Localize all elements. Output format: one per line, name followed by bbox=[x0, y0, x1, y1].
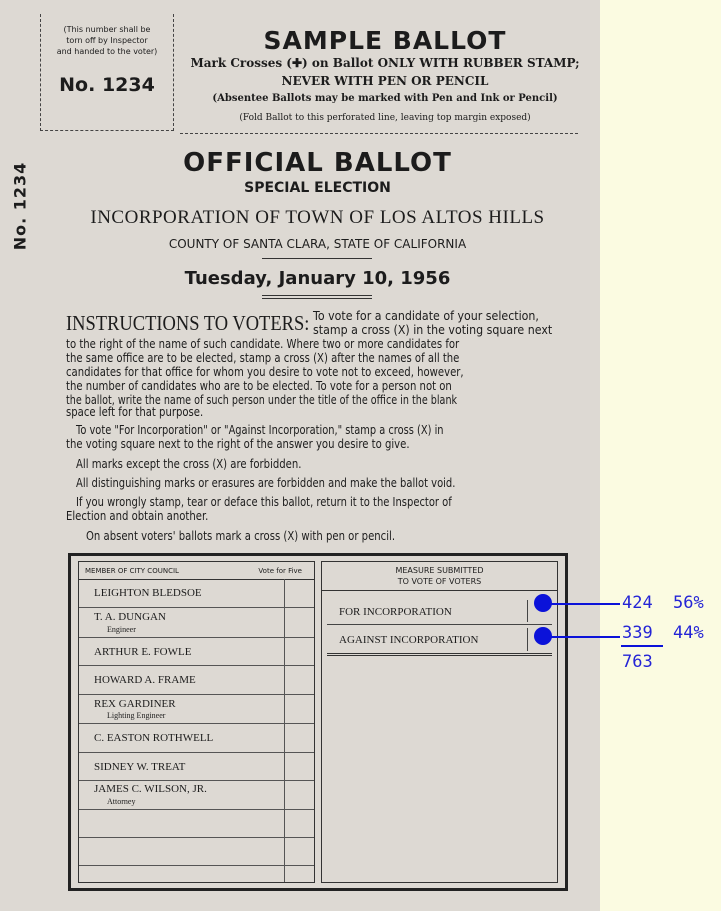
candidate-row bbox=[79, 666, 314, 695]
candidate-name: HOWARD A. FRAME bbox=[94, 674, 196, 686]
vote-square[interactable] bbox=[284, 810, 314, 837]
candidate-row bbox=[79, 695, 314, 724]
vote-for-label: Vote for Five bbox=[258, 567, 302, 575]
instruction-line: All distinguishing marks or erasures are forbidden and make the ballot void. bbox=[76, 476, 456, 490]
vote-square[interactable] bbox=[284, 666, 314, 694]
instruction-line: space left for that purpose. bbox=[66, 405, 204, 419]
stub-note-line: (This number shall be bbox=[63, 25, 151, 34]
result-for-percent: 56% bbox=[673, 593, 704, 613]
candidate-name: REX GARDINER bbox=[94, 698, 176, 710]
date-rule-bottom-2 bbox=[262, 298, 372, 299]
option-for-incorporation bbox=[327, 598, 552, 625]
sample-line1-a: Mark Crosses ( bbox=[190, 56, 292, 70]
instruction-line: stamp a cross (X) in the voting square next bbox=[313, 323, 553, 337]
council-header bbox=[79, 562, 314, 580]
vote-square[interactable] bbox=[284, 724, 314, 752]
tear-off-stub bbox=[40, 14, 174, 131]
instruction-line: to the right of the name of such candidate. Where two or more candidates for bbox=[66, 337, 460, 351]
candidate-name: C. EASTON ROTHWELL bbox=[94, 732, 214, 744]
vote-square[interactable] bbox=[284, 638, 314, 665]
election-subtitle: SPECIAL ELECTION bbox=[244, 180, 391, 196]
sample-ballot-title: SAMPLE BALLOT bbox=[263, 26, 507, 55]
ballot-grid bbox=[68, 553, 568, 891]
candidate-occupation: Lighting Engineer bbox=[107, 711, 166, 720]
vote-square[interactable] bbox=[284, 781, 314, 809]
candidate-row bbox=[79, 753, 314, 781]
candidate-row bbox=[79, 608, 314, 638]
vote-square[interactable] bbox=[284, 695, 314, 723]
result-for-votes: 424 bbox=[622, 593, 653, 613]
stub-note bbox=[41, 24, 173, 57]
instruction-line: To vote for a candidate of your selection, bbox=[313, 309, 539, 323]
stub-number: No. 1234 bbox=[59, 74, 155, 96]
stub-note-line: torn off by Inspector bbox=[66, 36, 148, 45]
result-total: 763 bbox=[622, 652, 653, 672]
election-date: Tuesday, January 10, 1956 bbox=[184, 268, 451, 289]
stub-note-line: and handed to the voter) bbox=[56, 47, 158, 56]
perforated-line bbox=[180, 133, 578, 134]
vote-square[interactable] bbox=[284, 753, 314, 780]
option-label: AGAINST INCORPORATION bbox=[339, 634, 479, 646]
instruction-line: candidates for that office for whom you desire to vote not to exceed, however, bbox=[66, 365, 464, 379]
write-in-row bbox=[79, 838, 314, 866]
result-against-percent: 44% bbox=[673, 623, 704, 643]
instruction-line: the voting square next to the right of the answer you desire to give. bbox=[66, 437, 410, 451]
measure-header-line: TO VOTE OF VOTERS bbox=[397, 577, 482, 586]
instruction-line: the same office are to be elected, stamp a cross (X) after the names of all the bbox=[66, 351, 460, 365]
instruction-line: To vote "For Incorporation" or "Against Incorporation," stamp a cross (X) in bbox=[76, 423, 444, 437]
result-against-votes: 339 bbox=[622, 623, 653, 643]
instruction-line: If you wrongly stamp, tear or deface this ballot, return it to the Inspector of bbox=[76, 495, 452, 509]
measure-panel bbox=[321, 561, 558, 883]
candidate-occupation: Attorney bbox=[107, 797, 136, 806]
side-number-text: No. 1234 bbox=[10, 161, 30, 251]
instruction-line: All marks except the cross (X) are forbidden. bbox=[76, 457, 302, 471]
vote-square[interactable] bbox=[284, 838, 314, 865]
candidate-name: SIDNEY W. TREAT bbox=[94, 761, 186, 773]
write-in-row bbox=[79, 866, 314, 882]
option-label: FOR INCORPORATION bbox=[339, 606, 452, 618]
vote-square[interactable] bbox=[284, 866, 314, 882]
option-against-incorporation bbox=[327, 626, 552, 656]
candidate-name: LEIGHTON BLEDSOE bbox=[94, 587, 202, 599]
sample-instruction-line-3: (Absentee Ballots may be marked with Pen and Ink or Pencil) bbox=[212, 93, 558, 104]
instruction-line: On absent voters' ballots mark a cross (X) with pen or pencil. bbox=[86, 529, 396, 543]
incorporation-heading: INCORPORATION OF TOWN OF LOS ALTOS HILLS bbox=[90, 207, 545, 228]
candidate-row bbox=[79, 781, 314, 810]
sample-instruction-line-2: NEVER WITH PEN OR PENCIL bbox=[281, 74, 489, 88]
instruction-line: the ballot, write the name of such person under the title of the office in the blank bbox=[66, 393, 458, 407]
county-line: COUNTY OF SANTA CLARA, STATE OF CALIFORNIA bbox=[168, 237, 467, 251]
measure-header bbox=[322, 562, 557, 591]
official-ballot-title: OFFICIAL BALLOT bbox=[183, 148, 452, 178]
vote-square[interactable] bbox=[284, 608, 314, 637]
side-number-label bbox=[5, 161, 35, 251]
cross-icon: ✚ bbox=[291, 56, 303, 70]
candidate-row bbox=[79, 724, 314, 753]
candidate-name: ARTHUR E. FOWLE bbox=[94, 646, 192, 658]
result-connector-against bbox=[548, 636, 620, 638]
instruction-line: the number of candidates who are to be elected. To vote for a person not on bbox=[66, 379, 452, 393]
result-connector-for bbox=[548, 603, 620, 605]
council-title: MEMBER OF CITY COUNCIL bbox=[85, 567, 179, 575]
date-rule-top bbox=[262, 258, 372, 259]
sample-line1-b: ) on Ballot ONLY WITH RUBBER STAMP; bbox=[302, 56, 580, 70]
sum-line bbox=[621, 645, 663, 647]
measure-header-line: MEASURE SUBMITTED bbox=[395, 566, 484, 575]
candidate-row bbox=[79, 638, 314, 666]
candidate-name: JAMES C. WILSON, JR. bbox=[94, 783, 207, 795]
candidate-name: T. A. DUNGAN bbox=[94, 611, 166, 623]
city-council-panel bbox=[78, 561, 315, 883]
instructions-heading: INSTRUCTIONS TO VOTERS: bbox=[66, 311, 310, 335]
fold-note: (Fold Ballot to this perforated line, leaving top margin exposed) bbox=[239, 113, 531, 123]
sample-instruction-line-1 bbox=[185, 56, 585, 70]
instruction-line: Election and obtain another. bbox=[66, 509, 209, 523]
write-in-row bbox=[79, 810, 314, 838]
vote-square[interactable] bbox=[284, 579, 314, 607]
date-rule-bottom bbox=[262, 295, 372, 296]
candidate-row bbox=[79, 579, 314, 608]
candidate-occupation: Engineer bbox=[107, 625, 136, 634]
